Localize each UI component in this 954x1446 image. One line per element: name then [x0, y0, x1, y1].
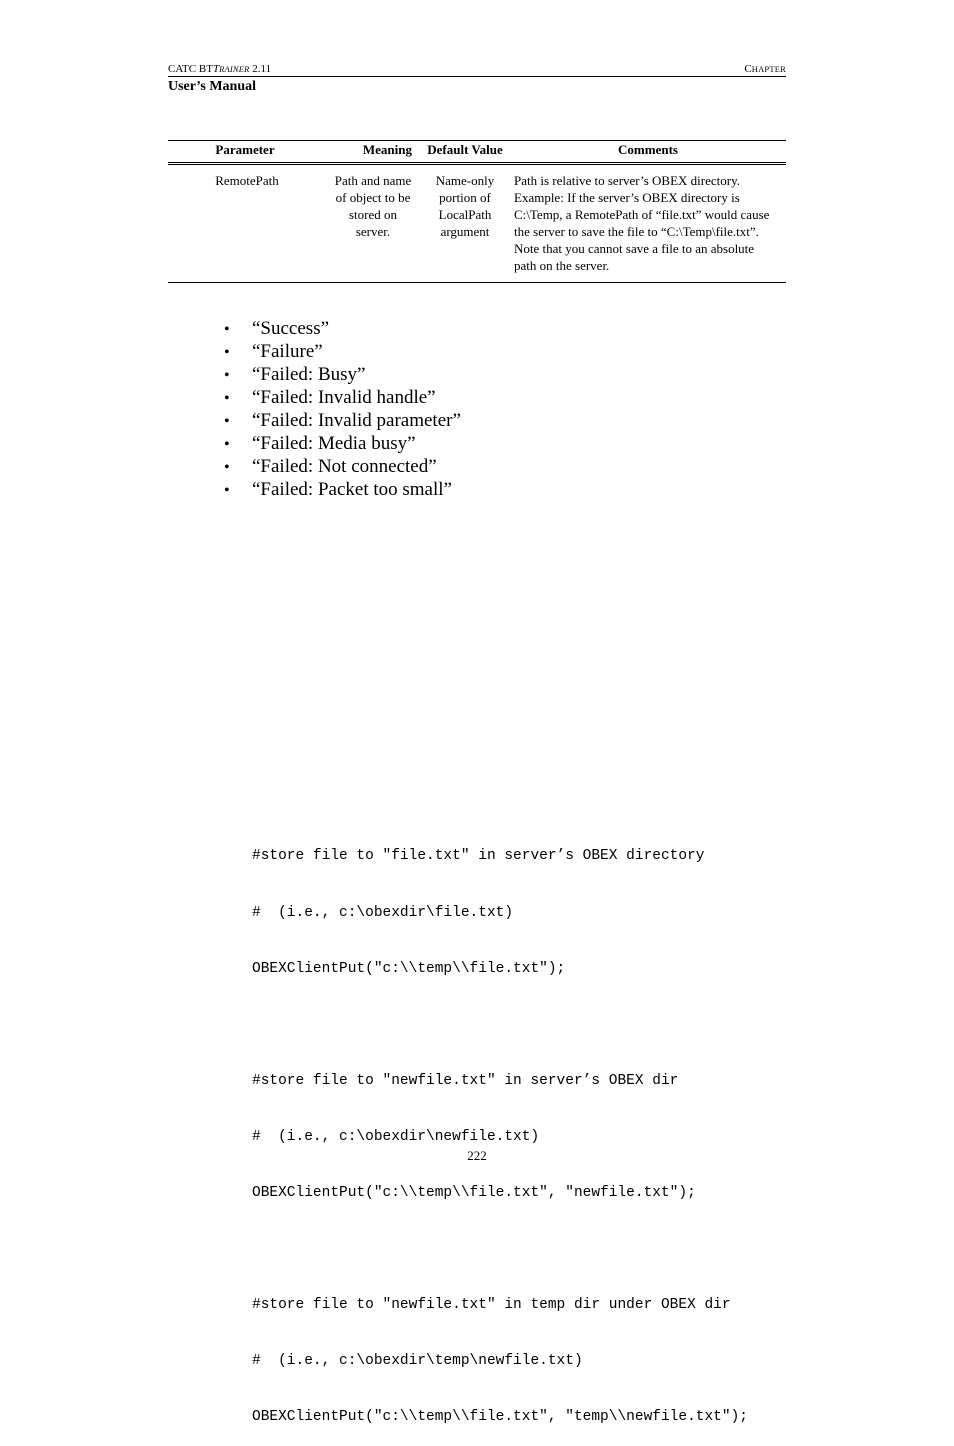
bullet-icon: • [224, 436, 230, 453]
list-item [224, 364, 461, 387]
bullet-icon: • [224, 344, 230, 361]
product-trainer-initial: T [212, 63, 220, 75]
list-item [224, 410, 461, 433]
code-line: OBEXClientPut("c:\\temp\\file.txt"); [252, 960, 566, 977]
comment-line: the server to save the file to “C:\Temp\file.txt”. [514, 224, 759, 239]
list-item-text: “Failed: Invalid handle” [252, 387, 436, 408]
code-line: #store file to "newfile.txt" in server’s OBEX dir [252, 1072, 679, 1089]
chapter-rest: HAPTER [751, 64, 786, 74]
code-line: # (i.e., c:\obexdir\file.txt) [252, 904, 514, 921]
code-line [252, 1016, 748, 1035]
code-line: # (i.e., c:\obexdir\newfile.txt) [252, 1128, 540, 1145]
comment-line: Example: If the server’s OBEX directory is [514, 190, 740, 205]
table-header-row [168, 141, 786, 164]
list-item [224, 433, 461, 456]
list-item [224, 479, 461, 502]
meaning-line: stored on [348, 207, 398, 222]
header-rule-row [168, 62, 786, 77]
list-item-text: “Failed: Media busy” [252, 433, 416, 454]
table-row [168, 164, 786, 283]
list-item [224, 318, 461, 341]
product-trainer-rest: RAINER [219, 64, 250, 74]
list-item-text: “Failure” [252, 341, 323, 362]
comment-line: Note that you cannot save a file to an absolute [514, 241, 755, 256]
code-line: # (i.e., c:\obexdir\temp\newfile.txt) [252, 1353, 583, 1370]
comment-line: C:\Temp, a RemotePath of “file.txt” would cause [514, 207, 770, 222]
code-example [252, 810, 748, 1446]
list-item-text: “Failed: Packet too small” [252, 479, 452, 500]
return-values-list [224, 318, 461, 502]
cell-default-value [420, 164, 510, 283]
bullet-icon: • [224, 482, 230, 499]
bullet-icon: • [224, 367, 230, 384]
cell-comments [510, 164, 786, 283]
list-item-text: “Failed: Invalid parameter” [252, 410, 461, 431]
chapter-label [744, 62, 786, 76]
comment-line: Path is relative to server’s OBEX directory. [514, 173, 740, 188]
product-prefix: CATC BT [168, 63, 213, 75]
cell-meaning [326, 164, 420, 283]
header-comments: Comments [510, 141, 786, 164]
manual-title: User’s Manual [168, 79, 257, 94]
list-item [224, 456, 461, 479]
list-item [224, 387, 461, 410]
comment-line: path on the server. [514, 258, 610, 273]
chapter-initial: C [744, 63, 752, 75]
meaning-line: Path and name [334, 173, 412, 188]
default-line: argument [440, 224, 490, 239]
list-item-text: “Failed: Not connected” [252, 456, 437, 477]
header-parameter: Parameter [168, 141, 326, 164]
header-default-value: Default Value [420, 141, 510, 164]
list-item-text: “Success” [252, 318, 330, 339]
bullet-icon: • [224, 321, 230, 338]
meaning-line: of object to be [335, 190, 411, 205]
list-item-text: “Failed: Busy” [252, 364, 366, 385]
list-item [224, 341, 461, 364]
page-header [168, 62, 786, 95]
code-line: #store file to "file.txt" in server’s OBEX directory [252, 848, 705, 865]
parameter-table [168, 140, 786, 283]
product-version [168, 62, 271, 76]
bullet-icon: • [224, 390, 230, 407]
default-line: portion of [439, 190, 491, 205]
code-line [252, 1240, 748, 1259]
header-meaning: Meaning [326, 141, 420, 164]
default-line: Name-only [435, 173, 495, 188]
code-line: #store file to "newfile.txt" in temp dir under OBEX dir [252, 1297, 731, 1314]
bullet-icon: • [224, 459, 230, 476]
code-line: OBEXClientPut("c:\\temp\\file.txt", "newfile.txt"); [252, 1184, 696, 1201]
page-number: 222 [467, 1148, 487, 1163]
code-line: OBEXClientPut("c:\\temp\\file.txt", "temp\\newfile.txt"); [252, 1409, 748, 1426]
default-line: LocalPath [438, 207, 492, 222]
product-version-number: 2.11 [249, 63, 272, 75]
bullet-icon: • [224, 413, 230, 430]
meaning-line: server. [355, 224, 391, 239]
cell-parameter: RemotePath [168, 164, 326, 283]
